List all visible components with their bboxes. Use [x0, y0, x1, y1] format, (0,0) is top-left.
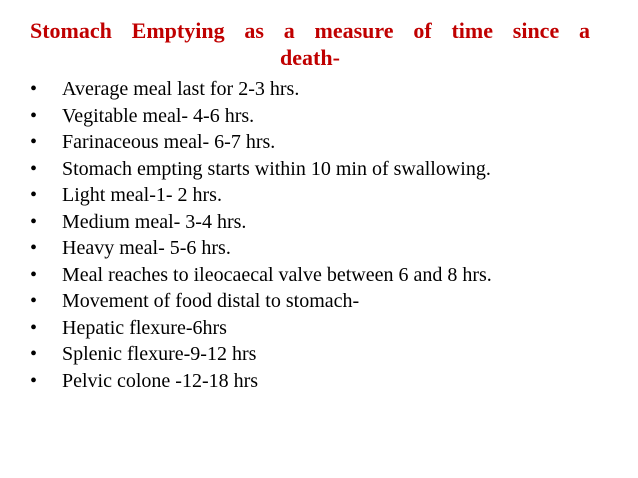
bullet-icon: •: [30, 78, 38, 100]
list-item-text: Average meal last for 2-3 hrs.: [62, 78, 300, 100]
list-item-text: Stomach empting starts within 10 min of swallowing.: [62, 157, 491, 180]
list-item: [30, 235, 625, 262]
list-item-text: Splenic flexure-9-12 hrs: [62, 343, 257, 365]
list-item-text: Farinaceous meal- 6-7 hrs.: [62, 131, 276, 153]
list-item-text: Meal reaches to ileocaecal valve between 6 and 8 hrs.: [62, 263, 492, 286]
bullet-icon: •: [30, 157, 38, 180]
list-item: [30, 209, 625, 236]
list-item: [30, 156, 625, 183]
bullet-icon: •: [30, 210, 38, 233]
list-item-text: Medium meal- 3-4 hrs.: [62, 210, 247, 233]
list-item: [30, 103, 625, 130]
list-item: [30, 129, 625, 156]
bullet-icon: •: [30, 369, 38, 392]
bullet-icon: •: [30, 290, 38, 312]
list-item: [30, 76, 625, 103]
list-item: [30, 341, 625, 368]
list-item: [30, 182, 625, 209]
bullet-icon: •: [30, 343, 38, 365]
slide-title: Stomach Emptying as a measure of time since a death-: [30, 18, 590, 70]
list-item-text: Movement of food distal to stomach-: [62, 290, 360, 312]
list-item: [30, 315, 625, 342]
list-item-text: Heavy meal- 5-6 hrs.: [62, 237, 231, 259]
list-item: [30, 262, 625, 289]
bullet-icon: •: [30, 263, 38, 286]
bullet-icon: •: [30, 184, 38, 206]
bullet-icon: •: [30, 316, 38, 339]
list-item-text: Hepatic flexure-6hrs: [62, 316, 227, 339]
list-item: [30, 288, 625, 315]
list-item-text: Light meal-1- 2 hrs.: [62, 184, 222, 206]
bullet-icon: •: [30, 131, 38, 153]
list-item-text: Vegitable meal- 4-6 hrs.: [62, 104, 255, 127]
list-item-text: Pelvic colone -12-18 hrs: [62, 369, 259, 392]
bullet-list: [30, 76, 625, 394]
bullet-icon: •: [30, 104, 38, 127]
list-item: [30, 368, 625, 395]
bullet-icon: •: [30, 237, 38, 259]
